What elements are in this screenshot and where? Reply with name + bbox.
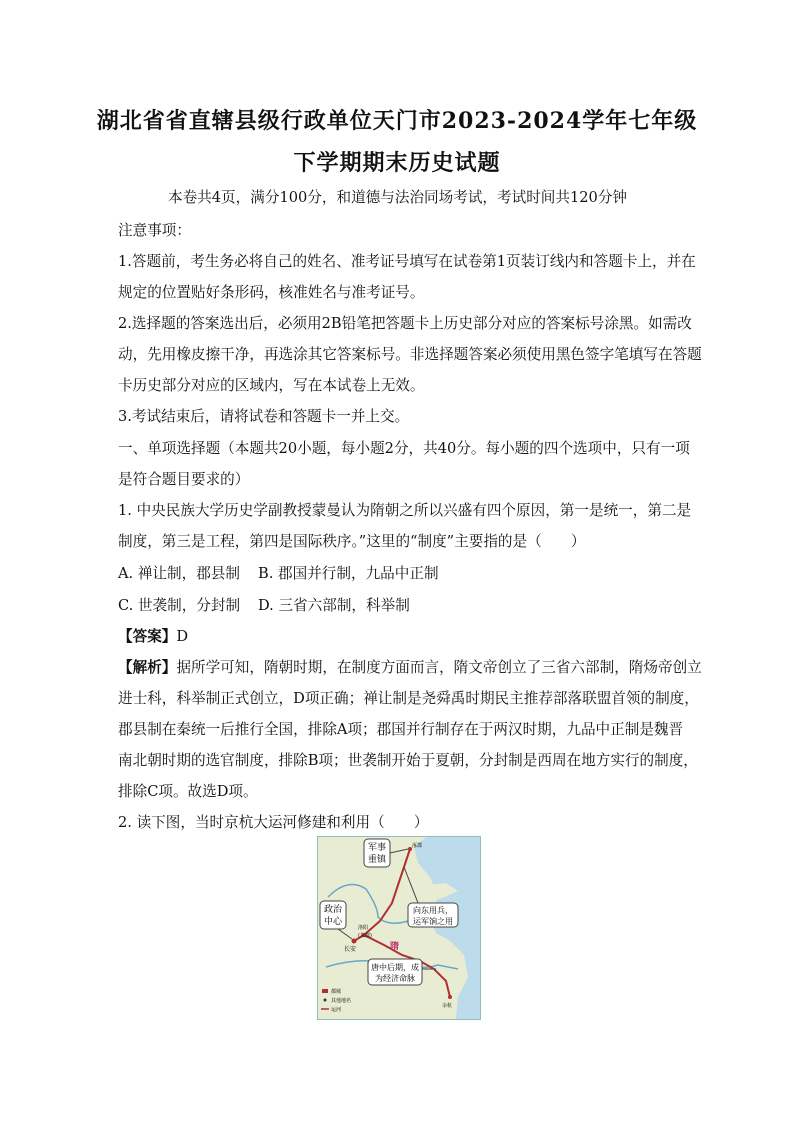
dynasty-label: 隋: [390, 942, 400, 952]
question-1-options-row1: [118, 562, 688, 583]
analysis-line: 据所学可知，隋朝时期，在制度方面而言，隋文帝创立了三省六部制，隋炀帝创立: [176, 659, 702, 676]
callout-military-text: 军事: [367, 843, 387, 853]
callout-economy-text: 为经济命脉: [375, 974, 415, 983]
question-1-options-row2: [118, 594, 688, 615]
question-1-analysis: [118, 656, 702, 677]
callout-economy-text: 唐中后期，成: [371, 963, 419, 972]
legend-capital-swatch: [322, 989, 328, 993]
answer-tag: 【答案】: [118, 628, 177, 645]
option-a: A. 禅让制，郡县制: [118, 565, 240, 582]
analysis-tag: 【解析】: [118, 659, 177, 676]
analysis-line: 排除C项。故选D项。: [118, 783, 258, 800]
question-1-stem: 1. 中央民族大学历史学副教授蒙曼认为隋朝之所以兴盛有四个原因，第一是统一，第二是: [118, 502, 692, 519]
question-1-answer: [118, 625, 688, 646]
notice-line: 动，先用橡皮擦干净，再选涂其它答案标号。非选择题答案必须使用黑色签字笔填写在答题: [118, 346, 702, 363]
question-1-stem-cont: 制度，第三是工程，第四是国际秩序。”这里的“制度”主要指的是（ ）: [118, 533, 586, 550]
place-changan: 长安: [344, 946, 357, 953]
legend-place-swatch: [324, 999, 327, 1002]
place-zhuo: 涿郡: [412, 843, 423, 849]
exam-title-line2: 下学期期末历史试题: [293, 150, 501, 176]
legend-canal: 运河: [331, 1007, 342, 1013]
callout-political-text: 中心: [323, 917, 343, 927]
callout-political-text: 政治: [323, 905, 343, 915]
exam-subtitle: 本卷共4页，满分100分，和道德与法治同场考试，考试时间共120分钟: [168, 189, 628, 206]
question-2-stem: 2. 读下图，当时京杭大运河修建和利用（ ）: [118, 814, 429, 831]
callout-east-text: 向东用兵，: [413, 906, 453, 915]
dot-changan: [352, 939, 357, 944]
notice-line: 3.考试结束后，请将试卷和答题卡一并上交。: [118, 408, 410, 425]
exam-title-line1: 湖北省省直辖县级行政单位天门市2023-2024学年七年级: [96, 108, 698, 134]
place-luoyang: 洛阳: [358, 925, 369, 931]
dot-yuhang: [448, 995, 452, 999]
notice-line: 2.选择题的答案选出后，必须用2B铅笔把答题卡上历史部分对应的答案标号涂黑。如需改: [118, 315, 692, 332]
analysis-line: 进士科，科举制正式创立，D项正确；禅让制是尧舜禹时期民主推荐部落联盟首领的制度，: [118, 690, 699, 707]
notice-line: 卡历史部分对应的区域内，写在本试卷上无效。: [118, 377, 425, 394]
map-svg: [318, 837, 480, 1019]
place-yuhang: 余杭: [442, 1003, 453, 1009]
legend-place: 其他地名: [331, 998, 352, 1004]
notice-line: 1.答题前，考生务必将自己的姓名、准考证号填写在试卷第1页装订线内和答题卡上，并在: [118, 253, 696, 270]
grand-canal-map: [317, 836, 481, 1020]
section-heading-cont: 是符合题目要求的）: [118, 471, 250, 488]
notice-heading: 注意事项：: [118, 222, 191, 239]
option-d: D. 三省六部制，科举制: [258, 597, 410, 614]
section-heading: 一、单项选择题（本题共20小题，每小题2分，共40分。每小题的四个选项中，只有一项: [118, 440, 690, 457]
analysis-line: 南北朝时期的选官制度，排除B项；世袭制开始于夏朝，分封制是西周在地方实行的制度，: [118, 752, 698, 769]
callout-east-text: 运军饷之用: [413, 917, 453, 926]
option-c: C. 世袭制，分封制: [118, 597, 241, 614]
legend-capital: 都城: [331, 989, 342, 995]
answer-value: D: [176, 628, 189, 645]
notice-line: 规定的位置贴好条形码，核准姓名与准考证号。: [118, 284, 425, 301]
option-b: B. 郡国并行制，九品中正制: [258, 565, 439, 582]
place-dongdu: (东都): [358, 933, 372, 939]
analysis-line: 郡县制在秦统一后推行全国，排除A项；郡国并行制存在于两汉时期，九品中正制是魏晋: [118, 721, 684, 738]
callout-military-text: 重镇: [367, 855, 387, 865]
